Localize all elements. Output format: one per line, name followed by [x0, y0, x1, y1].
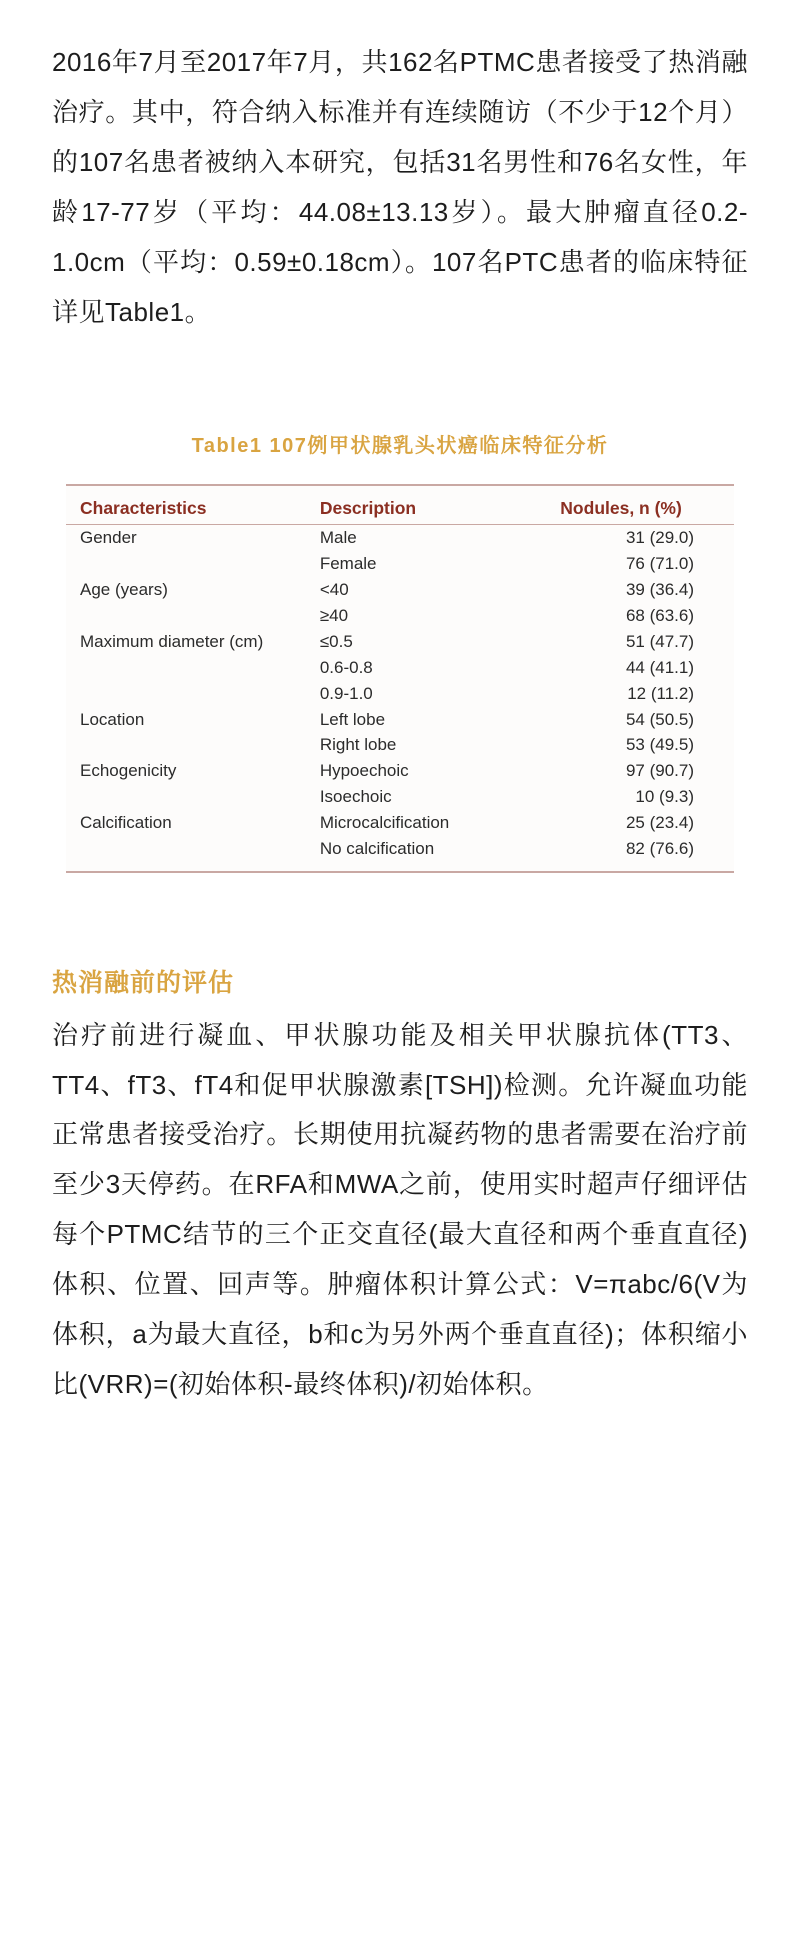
section-heading-pre-ablation-evaluation: 热消融前的评估 — [52, 968, 235, 997]
cell-characteristic — [66, 681, 320, 707]
cell-description: 0.9-1.0 — [319, 683, 373, 703]
table-caption: Table1 107例甲状腺乳头状癌临床特征分析 — [191, 435, 609, 458]
table-body — [66, 525, 734, 863]
cell-nodules: 82 (76.6) — [625, 839, 694, 859]
table-row — [66, 551, 734, 577]
cell-description: <40 — [319, 579, 349, 599]
table-row — [66, 733, 734, 759]
cell-nodules: 54 (50.5) — [625, 709, 694, 729]
cell-characteristic — [66, 837, 320, 863]
cell-characteristic: Echogenicity — [80, 761, 177, 781]
cell-characteristic: Calcification — [80, 813, 172, 833]
cell-characteristic: Maximum diameter (cm) — [80, 631, 264, 651]
cell-nodules: 25 (23.4) — [625, 813, 694, 833]
cell-description: Hypoechoic — [319, 761, 409, 781]
table-row — [66, 785, 734, 811]
cell-nodules: 68 (63.6) — [625, 605, 694, 625]
cell-characteristic — [66, 551, 320, 577]
paragraph-pre-ablation-evaluation: 治疗前进行凝血、甲状腺功能及相关甲状腺抗体(TT3、TT4、fT3、fT4和促甲状腺激素[TSH])检测。允许凝血功能正常患者接受治疗。长期使用抗凝药物的患者需要在治疗前至少3天停药。在RFA和MWA之前，使用实时超声仔细评估每个PTMC结节的三个正交直径(最大直径和两个垂直直径)体积、位置、回声等。肿瘤体积计算公式：V=πabc/6(V为体积，a为最大直径，b和c为另外两个垂直直径)；体积缩小比(VRR)=(初始体积-最终体积)/初始体积。 — [52, 1019, 748, 1399]
cell-characteristic: Location — [80, 709, 145, 729]
cell-nodules: 76 (71.0) — [625, 553, 694, 573]
cell-nodules: 97 (90.7) — [625, 761, 694, 781]
table-row — [66, 707, 734, 733]
cell-description: Left lobe — [319, 709, 386, 729]
cell-description: ≤0.5 — [319, 631, 353, 651]
cell-description: Female — [319, 553, 377, 573]
column-header-description: Description — [320, 496, 560, 525]
table-row — [66, 759, 734, 785]
table-row — [66, 577, 734, 603]
cell-description: Right lobe — [319, 735, 397, 755]
table-header-row — [66, 496, 734, 525]
cell-characteristic — [66, 733, 320, 759]
table-figure — [66, 484, 734, 872]
cell-characteristic: Age (years) — [80, 579, 168, 599]
cell-nodules: 39 (36.4) — [625, 579, 694, 599]
cell-description: 0.6-0.8 — [319, 657, 373, 677]
cell-characteristic: Gender — [80, 527, 137, 547]
column-header-characteristics: Characteristics — [66, 496, 320, 525]
table-row — [66, 681, 734, 707]
cell-nodules: 51 (47.7) — [625, 631, 694, 651]
table-row — [66, 603, 734, 629]
cell-nodules: 53 (49.5) — [625, 735, 694, 755]
column-header-nodules: Nodules, n (%) — [560, 496, 734, 525]
table-row — [66, 655, 734, 681]
cell-nodules: 31 (29.0) — [625, 527, 694, 547]
cell-nodules: 10 (9.3) — [635, 787, 694, 807]
table-row — [66, 811, 734, 837]
cell-characteristic — [66, 785, 320, 811]
clinical-characteristics-table — [66, 496, 734, 862]
table-row — [66, 837, 734, 863]
cell-description: Microcalcification — [319, 813, 450, 833]
cell-description: Male — [319, 527, 357, 547]
cell-characteristic — [66, 603, 320, 629]
table-row — [66, 525, 734, 551]
cell-characteristic — [66, 655, 320, 681]
cell-description: ≥40 — [319, 605, 349, 625]
cell-description: No calcification — [319, 839, 435, 859]
cell-nodules: 12 (11.2) — [627, 683, 694, 703]
cell-nodules: 44 (41.1) — [625, 657, 694, 677]
table-row — [66, 629, 734, 655]
paragraph-study-population: 2016年7月至2017年7月，共162名PTMC患者接受了热消融治疗。其中，符合纳入标准并有连续随访（不少于12个月）的107名患者被纳入本研究，包括31名男性和76名女性，年龄17-77岁（平均：44.08±13.13岁）。最大肿瘤直径0.2-1.0cm（平均：0.59±0.18cm）。107名PTC患者的临床特征详见Table1。 — [52, 47, 748, 327]
cell-description: Isoechoic — [319, 787, 392, 807]
